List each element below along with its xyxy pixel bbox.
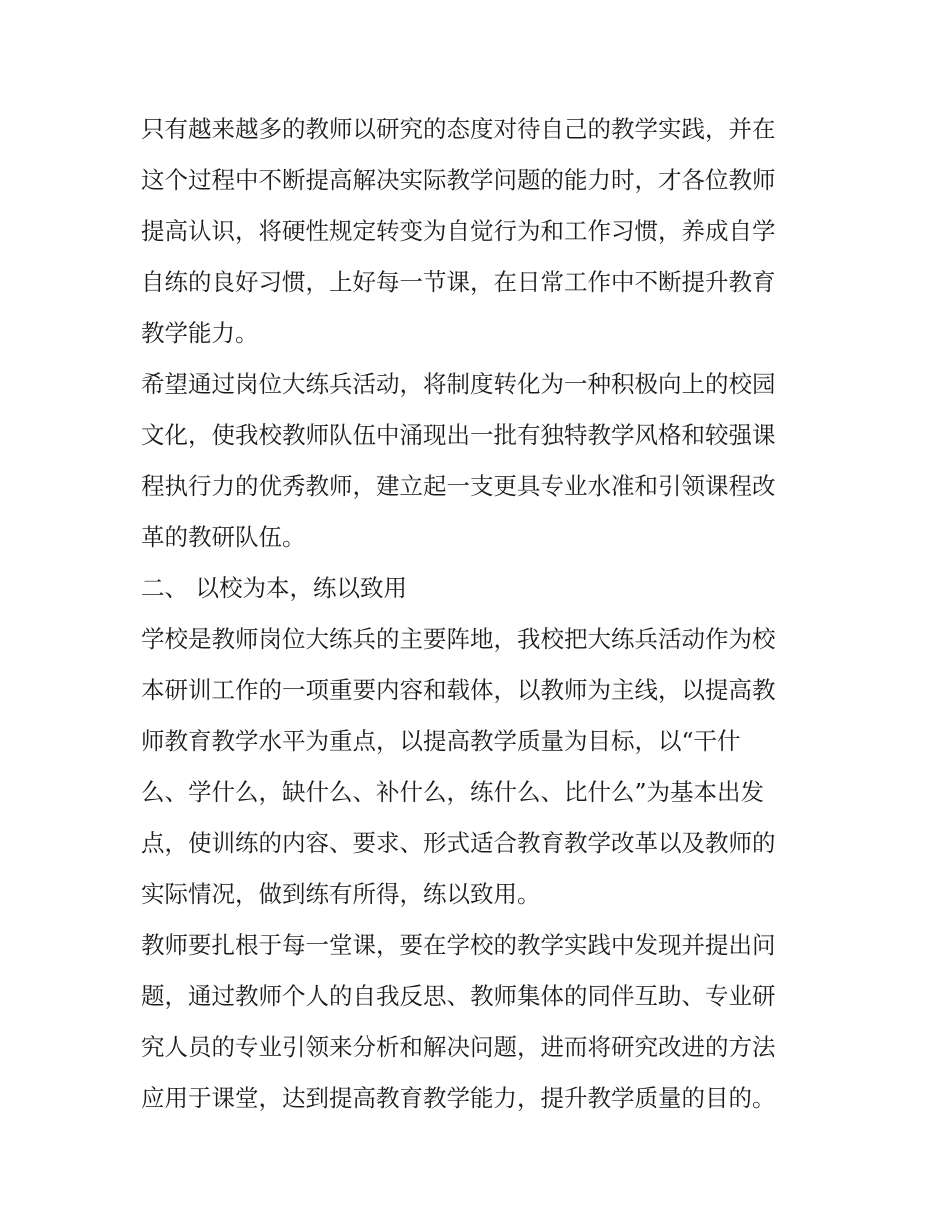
paragraph-2-line-3: 程执行力的优秀教师，建立起一支更具专业水准和引领课程改 xyxy=(141,472,776,500)
paragraph-1-line-5: 教学能力。 xyxy=(141,319,259,347)
paragraph-2-line-2: 文化，使我校教师队伍中涌现出一批有独特教学风格和较强课 xyxy=(141,421,776,449)
paragraph-4-line-4: 应用于课堂，达到提高教育教学能力，提升教学质量的目的。 xyxy=(141,1084,776,1112)
paragraph-2-line-1: 希望通过岗位大练兵活动，将制度转化为一种积极向上的校园 xyxy=(141,370,776,398)
paragraph-1-line-1: 只有越来越多的教师以研究的态度对待自己的教学实践，并在 xyxy=(141,115,776,143)
paragraph-4-line-2: 题，通过教师个人的自我反思、教师集体的同伴互助、专业研 xyxy=(141,982,776,1010)
paragraph-2-line-4: 革的教研队伍。 xyxy=(141,523,306,551)
section-heading: 二、 以校为本，练以致用 xyxy=(141,574,407,602)
paragraph-3-line-2: 本研训工作的一项重要内容和载体，以教师为主线，以提高教 xyxy=(141,676,776,704)
paragraph-3-line-1: 学校是教师岗位大练兵的主要阵地，我校把大练兵活动作为校 xyxy=(141,625,776,653)
paragraph-1-line-3: 提高认识，将硬性规定转变为自觉行为和工作习惯，养成自学 xyxy=(141,217,776,245)
paragraph-4-line-1: 教师要扎根于每一堂课，要在学校的教学实践中发现并提出问 xyxy=(141,931,776,959)
paragraph-1-line-2: 这个过程中不断提高解决实际教学问题的能力时，才各位教师 xyxy=(141,166,776,194)
paragraph-3-line-5: 点，使训练的内容、要求、形式适合教育教学改革以及教师的 xyxy=(141,829,776,857)
paragraph-4-line-3: 究人员的专业引领来分析和解决问题，进而将研究改进的方法 xyxy=(141,1033,776,1061)
paragraph-3-line-3: 师教育教学水平为重点，以提高教学质量为目标，以“干什 xyxy=(141,727,741,755)
paragraph-1-line-4: 自练的良好习惯，上好每一节课，在日常工作中不断提升教育 xyxy=(141,268,776,296)
paragraph-3-line-6: 实际情况，做到练有所得，练以致用。 xyxy=(141,880,541,908)
paragraph-3-line-4: 么、学什么，缺什么、补什么，练什么、比什么”为基本出发 xyxy=(141,778,765,806)
